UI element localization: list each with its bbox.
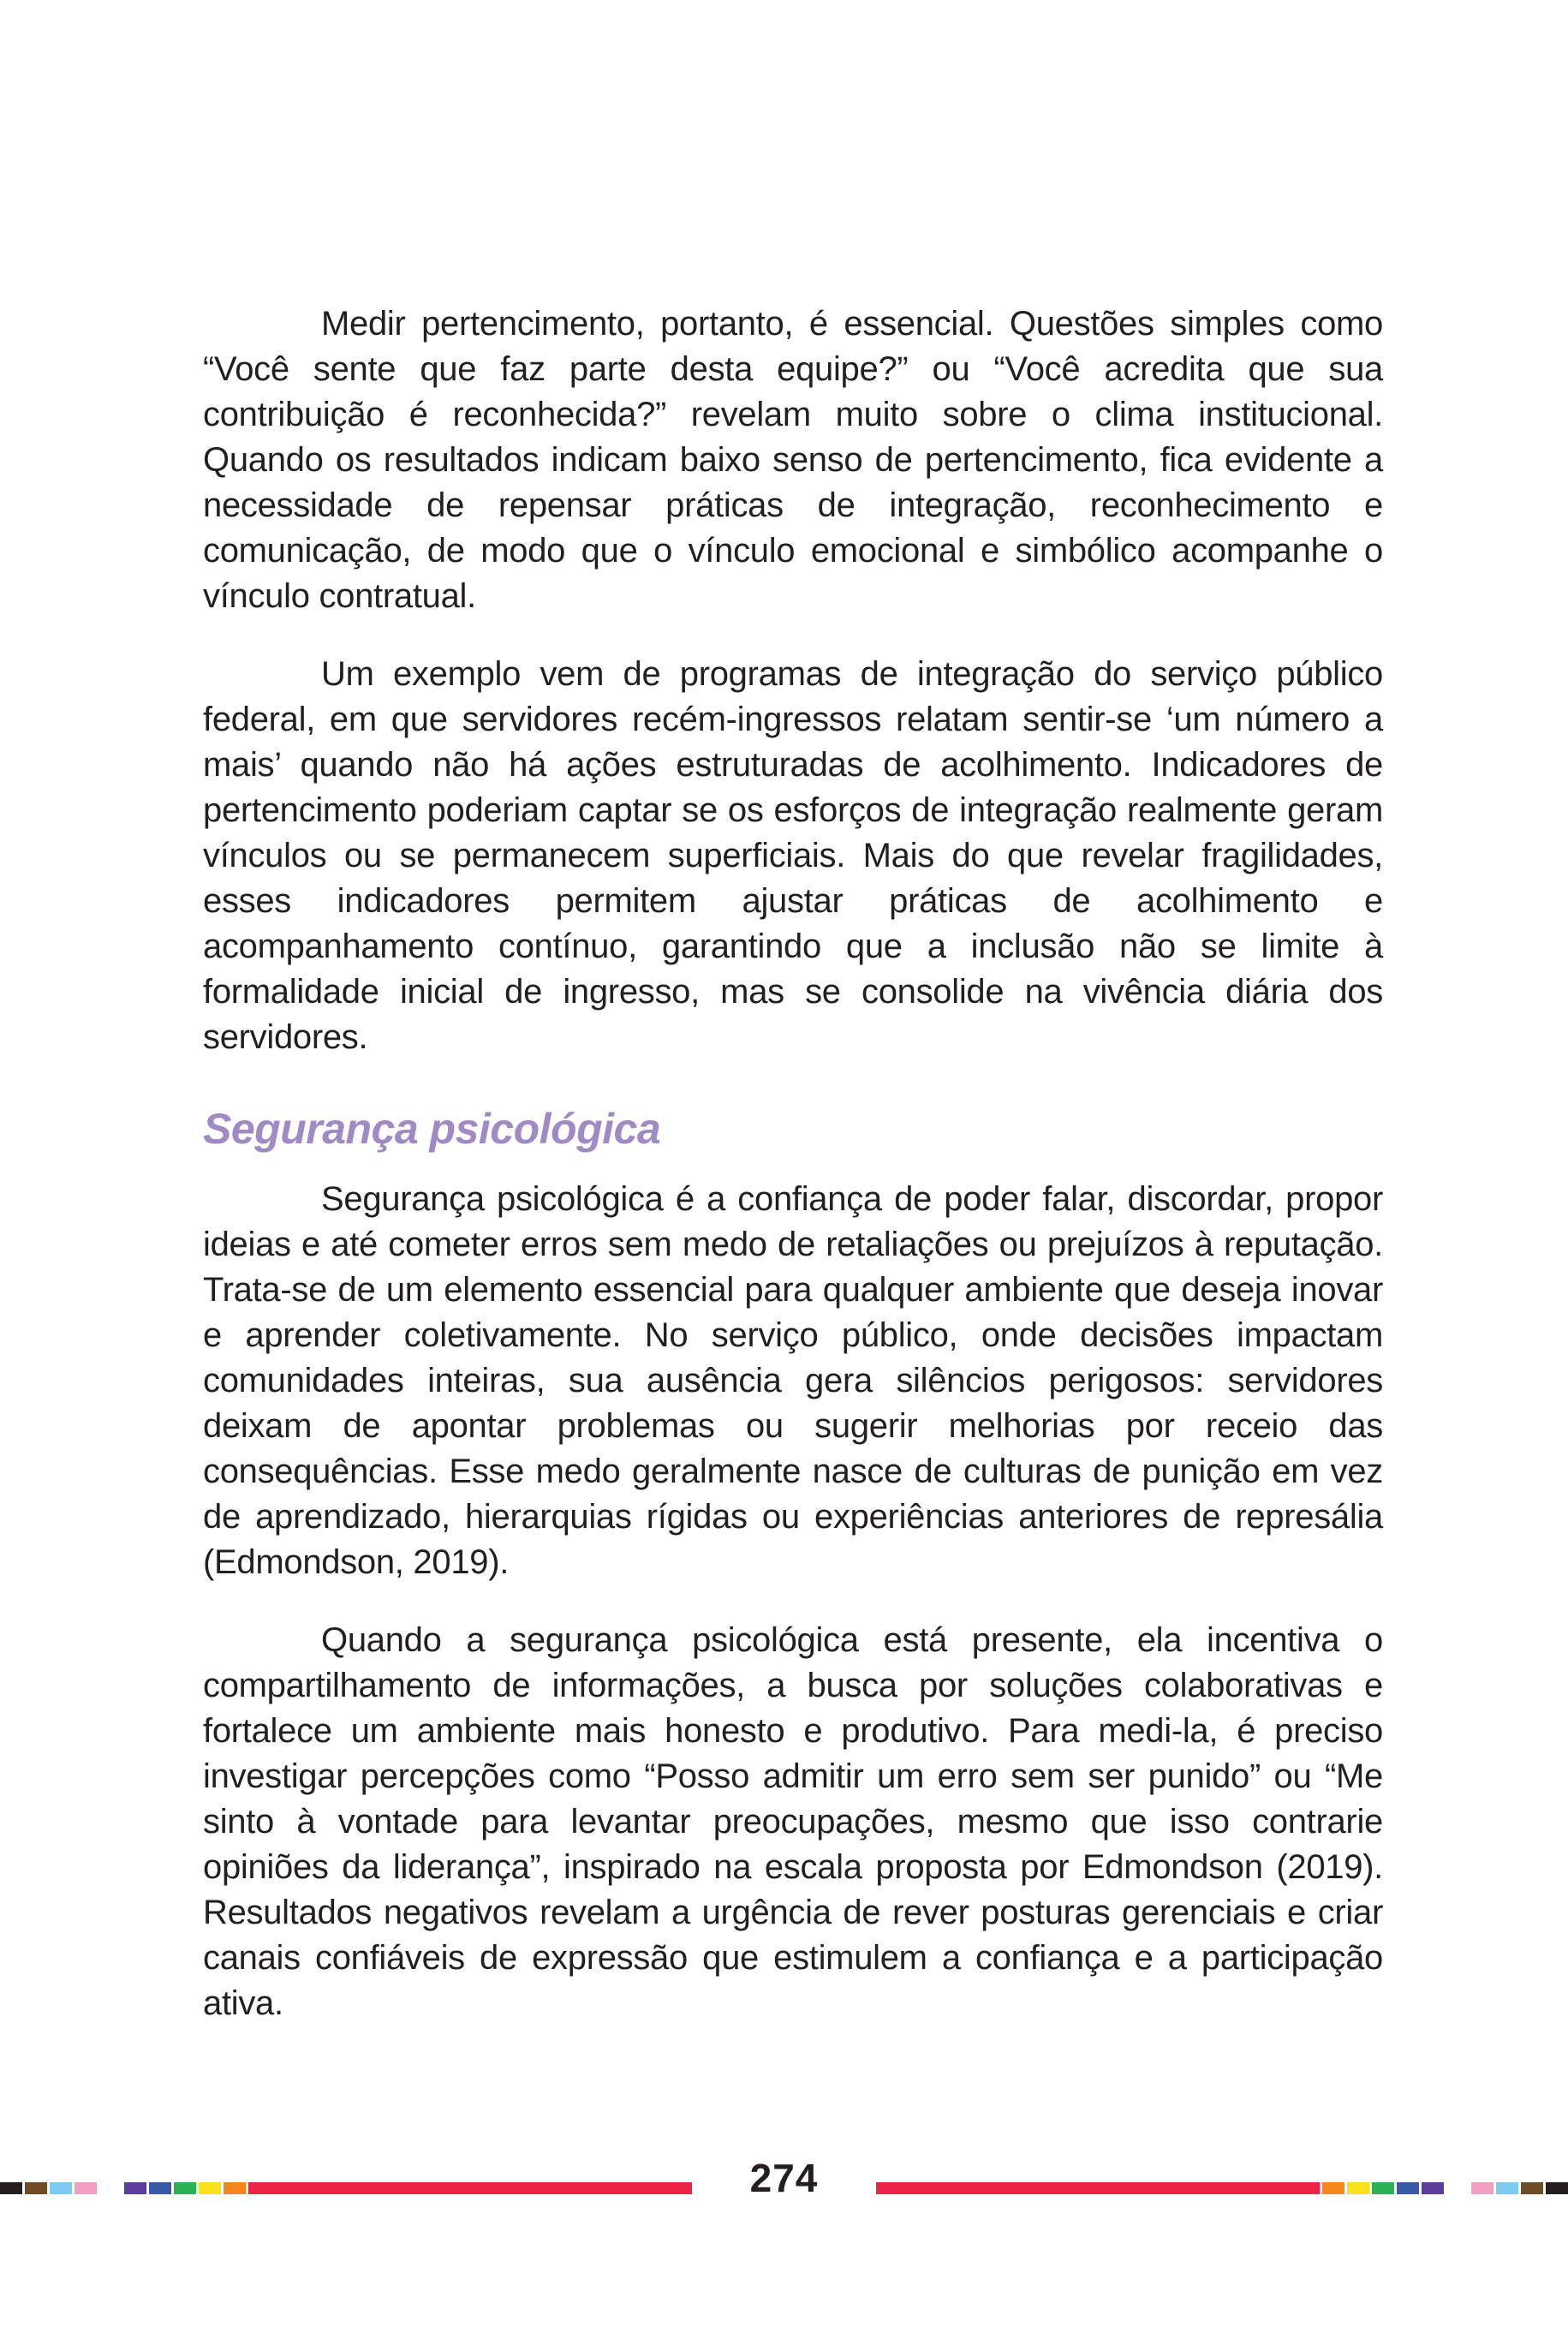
flag-segment (1496, 2182, 1518, 2194)
flag-segment (199, 2182, 221, 2194)
flag-segment (1521, 2182, 1543, 2194)
pride-flag-right (1322, 2182, 1568, 2194)
flag-segment (224, 2182, 246, 2194)
flag-segment (1372, 2182, 1394, 2194)
flag-segment (99, 2182, 122, 2194)
flag-segment (75, 2182, 97, 2194)
flag-segment (1446, 2182, 1469, 2194)
flag-segment (0, 2182, 22, 2194)
flag-segment (1397, 2182, 1419, 2194)
body-paragraph-1: Medir pertencimento, portanto, é essencial. Questões simples como “Você sente que faz parte desta equipe?” ou “Você acredita que sua contribuição é reconhecida?” revelam muito sobre o clima institucional. Quando os resultados indicam baixo senso de pertencimento, fica evidente a necessidade de repensar práticas de integração, reconhecimento e comunicação, de modo que o vínculo emocional e simbólico acompanhe o vínculo contratual. (203, 305, 1383, 615)
body-paragraph-4: Quando a segurança psicológica está presente, ela incentiva o compartilhamento de informações, a busca por soluções colaborativas e fortalece um ambiente mais honesto e produtivo. Para medi-la, é preciso investigar percepções como “Posso admitir um erro sem ser punido” ou “Me sinto à vontade para levantar preocupações, mesmo que isso contrarie opiniões da liderança”, inspirado na escala proposta por Edmondson (2019). Resultados negativos revelam a urgência de rever posturas gerenciais e criar canais confiáveis de expressão que estimulem a confiança e a participação ativa. (203, 1620, 1383, 2022)
flag-segment (1546, 2182, 1568, 2194)
flag-segment (174, 2182, 196, 2194)
footer-rule-left (248, 2182, 692, 2194)
flag-segment (25, 2182, 47, 2194)
flag-segment (1322, 2182, 1344, 2194)
body-paragraph-3: Segurança psicológica é a confiança de poder falar, discordar, propor ideias e até cometer erros sem medo de retaliações ou prejuízos à reputação. Trata-se de um elemento essencial para qualquer ambiente que deseja inovar e aprender coletivamente. No serviço público, onde decisões impactam comunidades inteiras, sua ausência gera silêncios perigosos: servidores deixam de apontar problemas ou sugerir melhorias por receio das consequências. Esse medo geralmente nasce de culturas de punição em vez de aprendizado, hierarquias rígidas ou experiências anteriores de represália (Edmondson, 2019). (203, 1179, 1383, 1581)
page-content (203, 301, 1383, 2059)
footer-center-gap (695, 2182, 873, 2194)
flag-segment (124, 2182, 146, 2194)
flag-segment (1422, 2182, 1444, 2194)
flag-segment (1471, 2182, 1493, 2194)
section-heading: Segurança psicológica (203, 1105, 661, 1153)
pride-flag-left (0, 2182, 246, 2194)
page-number: 274 (749, 2156, 819, 2200)
flag-segment (1347, 2182, 1369, 2194)
body-paragraph-2: Um exemplo vem de programas de integração do serviço público federal, em que servidores recém-ingressos relatam sentir-se ‘um número a mais’ quando não há ações estruturadas de acolhimento. Indicadores de pertencimento poderiam captar se os esforços de integração realmente geram vínculos ou se permanecem superficiais. Mais do que revelar fragilidades, esses indicadores permitem ajustar práticas de acolhimento e acompanhamento contínuo, garantindo que a inclusão não se limite à formalidade inicial de ingresso, mas se consolide na vivência diária dos servidores. (203, 655, 1383, 1056)
flag-segment (50, 2182, 72, 2194)
flag-segment (149, 2182, 171, 2194)
pride-flag-strip (0, 2182, 1568, 2194)
footer-rule-right (876, 2182, 1320, 2194)
